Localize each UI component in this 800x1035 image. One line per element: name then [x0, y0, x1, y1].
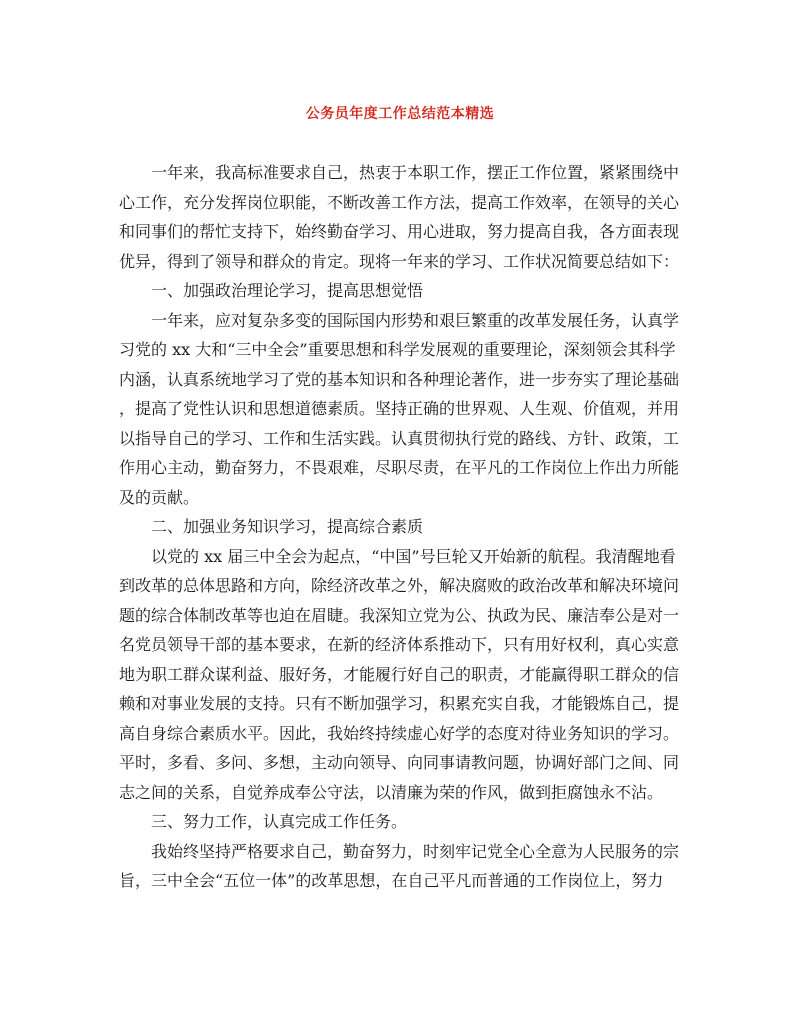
body-line: 二、加强业务知识学习，提高综合素质 — [151, 517, 424, 536]
body-line: 心工作，充分发挥岗位职能，不断改善工作方法，提高工作效率，在领导的关心 — [119, 192, 680, 212]
document-title: 公务员年度工作总结范本精选 — [305, 106, 495, 122]
body-line: 志之间的关系，自觉养成奉公守法，以清廉为荣的作风，做到拒腐蚀永不沾。 — [119, 782, 664, 802]
body-line: 我始终坚持严格要求自己，勤奋努力，时刻牢记党全心全意为人民服务的宗 — [151, 841, 680, 861]
body-line: 地为职工群众谋利益、服好务，才能履行好自己的职责，才能赢得职工群众的信 — [119, 664, 680, 684]
body-line: 作用心主动，勤奋努力，不畏艰难，尽职尽责，在平凡的工作岗位上作出力所能 — [119, 458, 680, 477]
body-line: ，提高了党性认识和思想道德素质。坚持正确的世界观、人生观、价值观，并用 — [119, 399, 680, 418]
body-line: 习党的 xx 大和“三中全会”重要思想和科学发展观的重要理论，深刻领会其科学 — [119, 340, 676, 359]
body-line: 赖和对事业发展的支持。只有不断加强学习，积累充实自我，才能锻炼自己，提 — [119, 694, 680, 713]
body-line: 三、努力工作，认真完成工作任务。 — [151, 812, 408, 831]
body-line: 内涵，认真系统地学习了党的基本知识和各种理论著作，进一步夯实了理论基础 — [119, 369, 680, 389]
body-line: 以党的 xx 届三中全会为起点，“中国”号巨轮又开始新的航程。我清醒地看 — [151, 546, 676, 566]
body-line: 高自身综合素质水平。因此，我始终持续虚心好学的态度对待业务知识的学习。 — [119, 723, 680, 743]
body-line: 优异，得到了领导和群众的肯定。现将一年来的学习、工作状况简要总结如下： — [119, 251, 680, 271]
body-line: 和同事们的帮忙支持下，始终勤奋学习、用心进取，努力提高自我，各方面表现 — [119, 222, 680, 241]
body-line: 一年来，我高标准要求自己，热衷于本职工作，摆正工作位置，紧紧围绕中 — [151, 163, 680, 182]
body-line: 一、加强政治理论学习，提高思想觉悟 — [151, 281, 424, 300]
body-line: 及的贡献。 — [119, 487, 200, 507]
body-line: 以指导自己的学习、工作和生活实践。认真贯彻执行党的路线、方针、政策，工 — [119, 428, 680, 448]
document-body — [119, 158, 684, 896]
body-line: 旨，三中全会“五位一体”的改革思想，在自己平凡而普通的工作岗位上，努力 — [119, 871, 664, 890]
body-line: 题的综合体制改革等也迫在眉睫。我深知立党为公、执政为民、廉洁奉公是对一 — [119, 605, 680, 625]
body-line: 到改革的总体思路和方向，除经济改革之外，解决腐败的政治改革和解决环境问 — [119, 576, 680, 595]
body-line: 一年来，应对复杂多变的国际国内形势和艰巨繁重的改革发展任务，认真学 — [151, 310, 680, 330]
body-line: 名党员领导干部的基本要求，在新的经济体系推动下，只有用好权利，真心实意 — [119, 635, 680, 654]
body-line: 平时，多看、多问、多想，主动向领导、向同事请教问题，协调好部门之间、同 — [119, 753, 680, 772]
